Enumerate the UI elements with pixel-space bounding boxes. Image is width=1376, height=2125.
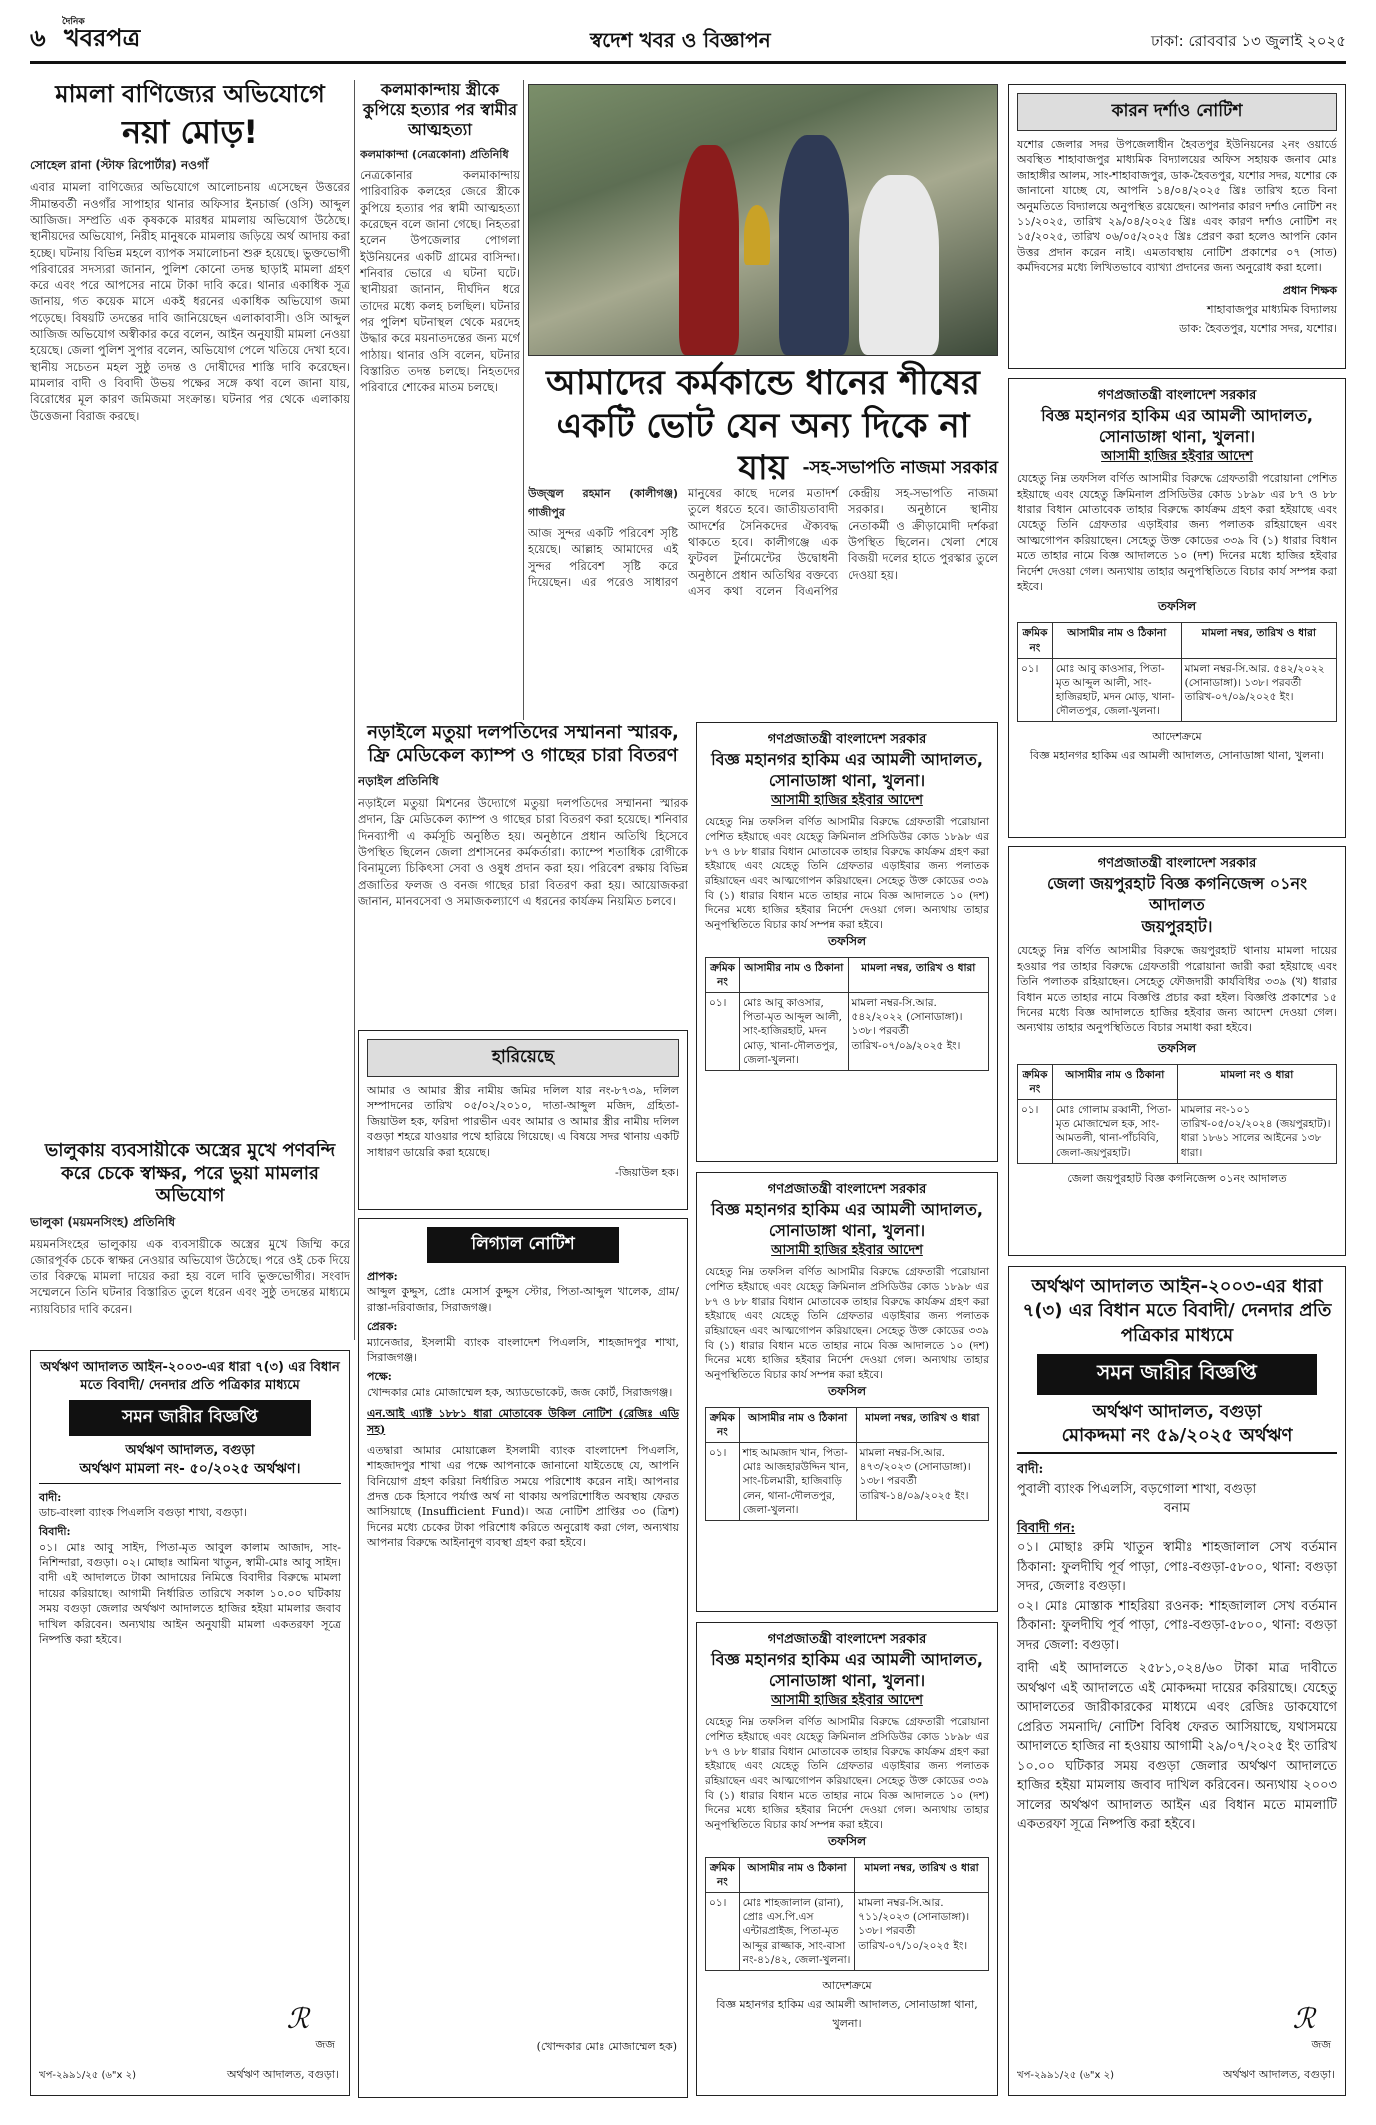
thana-name: সোনাডাঙ্গা থানা, খুলনা।	[768, 1221, 926, 1241]
notice-bar: সমন জারীর বিজ্ঞপ্তি	[69, 1400, 311, 1436]
warrant-notice	[696, 1172, 998, 1612]
govt-name: গণপ্রজাতন্ত্রী বাংলাদেশ সরকার	[767, 732, 927, 747]
col-header: ক্রমিক নং	[706, 1407, 740, 1442]
case-cell: মামলার নং-১০১ তারিখ-০৫/০২/২০২৪ (জয়পুরহাট)। ধারা ১৮৬১ সালের আইনের ১৩৮ ধারা।	[1177, 1100, 1336, 1164]
story-body: এবার মামলা বাণিজ্যের অভিযোগে আলোচনায় এসেছেন উত্তরের সীমান্তবর্তী নওগাঁর সাপাহার থানার অফিসার ইনচার্জ (ওসি) আব্দুল আজিজ। সম্প্রতি এক কৃষককে মারধর মামলায় অভিযোগ উঠেছে। স্থানীয়দের অভিযোগ, নিরীহ মানুষকে মামলায় জড়িয়ে অর্থ আদায় করা হচ্ছে। ঘটনায় বিভিন্ন মহলে ব্যাপক সমালোচনা শুরু হয়েছে। ভুক্তভোগী পরিবারের সদস্যরা জানান, পুলিশ কোনো তদন্ত ছাড়াই মামলা গ্রহণ করে এবং পরে আপসের নামে টাকা দাবি করে। থানার একাধিক সূত্র জানায়, গত কয়েক মাসে একই ধরনের একাধিক অভিযোগ জমা পড়েছে। বিষয়টি তদন্তের দাবি জানিয়েছেন এলাকাবাসী। ওসি আব্দুল আজিজ অভিযোগ অস্বীকার করে বলেন, আইন অনুযায়ী মামলা নেওয়া হয়েছে। জেলা পুলিশ সুপার বলেন, অভিযোগ পেলে খতিয়ে দেখা হবে। স্থানীয় সচেতন মহল সুষ্ঠু তদন্ত ও দোষীদের শাস্তি দাবি করেছেন। মামলার বাদী ও বিবাদী উভয় পক্ষের সঙ্গে কথা বলে জানা যায়, বিরোধের মূল কারণ জমিজমা সংক্রান্ত। ঘটনার পর থেকে এলাকায় উত্তেজনা বিরাজ করছে।	[30, 180, 350, 423]
story-body: ময়মনসিংহের ভালুকায় এক ব্যবসায়ীকে অস্ত্রের মুখে জিম্মি করে জোরপূর্বক চেকে স্বাক্ষর নেওয়ার অভিযোগ উঠেছে। পরে ওই চেক দিয়ে তার বিরুদ্ধে মামলা দায়ের করা হয় বলে দাবি ভুক্তভোগীর। সংবাদ সম্মেলনে তিনি ঘটনার বিস্তারিত তুলে ধরেন এবং সুষ্ঠু তদন্তের মাধ্যমে ন্যায়বিচার দাবি করেন।	[30, 1236, 350, 1316]
jaipurhat-notice	[1008, 846, 1346, 1256]
defendant-label: বিবাদী গন:	[1017, 1520, 1076, 1536]
order-title: আসামী হাজির হইবার আদেশ	[771, 1692, 923, 1708]
notice-body: আমার ও আমার স্ত্রীর নামীয় জমির দলিল যার নং-৮৭৩৯, দলিল সম্পাদনের তারিখ ০৫/০২/২০১০, দাতা-আব্দুল মজিদ, গ্রহিতা-জিয়াউল হক, ফরিদা পারভীন এবং আমার ও আমার স্ত্রীর নামীয় দলিল বগুড়া শহরে যাওয়ার পথে হারিয়ে গিয়েছে। এ বিষয়ে সদর থানায় একটি সাধারণ ডায়েরি করা হয়েছে।	[367, 1084, 679, 1159]
logo-tag: দৈনিক	[62, 17, 85, 27]
act-line: এন.আই এ্যাক্ট ১৮৮১ ধারা মোতাবেক উকিল নোটিশ (রেজিঃ এডি সহ)	[367, 1407, 679, 1436]
notice-title: হারিয়েছে	[367, 1039, 679, 1077]
story-byline: কলমাকান্দা (নেত্রকোনা) প্রতিনিধি	[360, 148, 509, 161]
col-header: ক্রমিক নং	[706, 957, 740, 992]
col-header: আসামীর নাম ও ঠিকানা	[1052, 623, 1181, 658]
story-body: আজ সুন্দর একটি পরিবেশ সৃষ্টি হয়েছে। আল্লাহ আমাদের এই সুন্দর পরিবেশ সৃষ্টি করে দিয়েছেন। এর পরেও সাধারণ মানুষের কাছে দলের মতাদর্শ তুলে ধরতে হবে। জাতীয়তাবাদী আদর্শের সৈনিকদের ঐক্যবদ্ধ থাকতে হবে। কালীগঞ্জে এক ফুটবল টুর্নামেন্টের উদ্বোধনী অনুষ্ঠানে প্রধান অতিথির বক্তব্যে এসব কথা বলেন বিএনপির কেন্দ্রীয় সহ-সভাপতি নাজমা সরকার। অনুষ্ঠানে স্থানীয় নেতাকর্মী ও ক্রীড়ামোদী দর্শকরা উপস্থিত ছিলেন। খেলা শেষে বিজয়ী দলের হাতে পুরস্কার তুলে দেওয়া হয়।	[528, 486, 998, 598]
story-body: নেত্রকোনার কলমাকান্দায় পারিবারিক কলহের জেরে স্ত্রীকে কুপিয়ে হত্যার পর স্বামী আত্মহত্যা করেছেন বলে জানা গেছে। নিহতরা হলেন উপজেলার পোগলা ইউনিয়নের একটি গ্রামের বাসিন্দা। শনিবার ভোরে এ ঘটনা ঘটে। স্থানীয়রা জানান, দীর্ঘদিন ধরে তাদের মধ্যে কলহ চলছিল। ঘটনার পর পুলিশ ঘটনাস্থল থেকে মরদেহ উদ্ধার করে ময়নাতদন্তের জন্য মর্গে পাঠায়। থানার ওসি বলেন, ঘটনার বিস্তারিত তদন্ত চলছে। নিহতদের পরিবারে শোকের মাতম চলছে।	[360, 168, 520, 395]
serial-cell: ০১।	[706, 993, 740, 1071]
warrant-notice	[1008, 378, 1346, 838]
story-bhaluka	[30, 1140, 350, 1340]
schedule-table	[705, 1857, 989, 1971]
masthead	[30, 14, 1346, 64]
court-name: জেলা জয়পুরহাট বিজ্ঞ কগনিজেন্স ০১নং আদালত	[1047, 873, 1307, 915]
schedule-table	[1017, 622, 1337, 722]
order-label: আদেশক্রমে	[822, 1978, 872, 1992]
notice-title: কারন দর্শাও নোটিশ	[1017, 93, 1337, 131]
court-name: বিজ্ঞ মহানগর হাকিম এর আমলী আদালত,	[1041, 405, 1313, 425]
notice-body: এতদ্বারা আমার মোয়াক্কেল ইসলামী ব্যাংক বাংলাদেশ পিএলসি, শাহজাদপুর শাখা এর পক্ষে আপনাকে জানানো যাইতেছে যে, আপনি বিনিয়োগ গ্রহণ করিয়া নির্ধারিত সময়ে পরিশোধ করেন নাই। আপনার প্রদত্ত চেক হিসাবে পর্যাপ্ত অর্থ না থাকায় অপরিশোধিত অবস্থায় ফেরত আসিয়াছে (Insufficient Fund)। অত্র নোটিশ প্রাপ্তির ৩০ (ত্রিশ) দিনের মধ্যে চেকের টাকা পরিশোধ করিতে অনুরোধ করা গেল, অন্যথায় আপনার বিরুদ্ধে আইনানুগ ব্যবস্থা গ্রহণ করা হইবে।	[367, 1443, 679, 1550]
col-header: ক্রমিক নং	[706, 1857, 740, 1892]
person-figure	[859, 175, 939, 355]
accused-cell: মোঃ গোলাম রব্বানী, পিতা-মৃত মোজাম্মেল হক, সাং-আমতলী, থানা-পাঁচবিবি, জেলা-জয়পুরহাট।	[1052, 1100, 1177, 1164]
case-number: মোকদ্দমা নং ৫৯/২০২৫ অর্থঋণ	[1017, 1424, 1337, 1454]
notice-body: যেহেতু নিম্ন বর্ণিত আসামীর বিরুদ্ধে জয়পুরহাট থানায় মামলা দায়ের হওয়ার পর তাহার বিরুদ্ধে গ্রেফতারী পরোয়ানা জারী করা হইয়াছে এবং তিনি পলাতক রহিয়াছেন। সেহেতু ফৌজদারী কার্যবিধির ৩৩৯ (খ) ধারার বিধান মতে তাহার নামে বিজ্ঞপ্তি প্রচার করা হইল। বিজ্ঞপ্তি প্রকাশের ১৫ দিনের মধ্যে বিজ্ঞ আদালতে হাজির হইবার জন্য আদেশ দেওয়া গেল। অন্যথায় তাহার অনুপস্থিতিতে বিচার সমাধা করা হইবে।	[1017, 944, 1337, 1035]
order-title: আসামী হাজির হইবার আদেশ	[1101, 448, 1253, 464]
summons-notice-right	[1008, 1266, 1346, 2096]
defendant-2: ০২। মোঃ মোস্তাক শাহরিয়া রওনক: শাহজালাল সেখ বর্তমান ঠিকানা: ফুলদীঘি পূর্ব পাড়া, পোঃ-বগুড়া-৫৮০০, থানা: বগুড়া সদর জেলা: বগুড়া।	[1017, 1598, 1337, 1653]
notice-body: যেহেতু নিম্ন তফসিল বর্ণিত আসামীর বিরুদ্ধে গ্রেফতারী পরোয়ানা পেশিত হইয়াছে এবং যেহেতু ক্রিমিনাল প্রসিডিউর কোড ১৮৯৮ এর ৮৭ ও ৮৮ ধারার বিধান মোতাবেক তাহার বিরুদ্ধে কার্যক্রম গ্রহণ করা হইয়াছে এবং যেহেতু তিনি গ্রেফতার এড়াইবার জন্য পলাতক রহিয়াছেন এবং আত্মগোপন করিয়াছেন। সেহেতু উক্ত কোডের ৩৩৯ বি (১) ধারার বিধান মতে তাহার নামে বিজ্ঞ আদালতে ১০ (দশ) দিনের মধ্যে হাজির হইবার নির্দেশ দেওয়া গেল। অন্যথায় তাহার অনুপস্থিতিতে বিচার কার্য সম্পন্ন করা হইবে।	[1017, 472, 1337, 594]
govt-name: গণপ্রজাতন্ত্রী বাংলাদেশ সরকার	[767, 1632, 927, 1647]
to-address: আব্দুল কুদ্দুস, প্রোঃ মেসার্স কুদ্দুস স্টোর, পিতা-আব্দুল খালেক, গ্রাম/রাস্তা-দরিবাজার, সিরাজগঞ্জ।	[367, 1285, 679, 1314]
schedule-title: তফসিল	[1157, 599, 1197, 614]
table-row	[706, 993, 989, 1071]
notice-body: যেহেতু নিম্ন তফসিল বর্ণিত আসামীর বিরুদ্ধে গ্রেফতারী পরোয়ানা পেশিত হইয়াছে এবং যেহেতু ক্রিমিনাল প্রসিডিউর কোড ১৮৯৮ এর ৮৭ ও ৮৮ ধারার বিধান মোতাবেক তাহার বিরুদ্ধে কার্যক্রম গ্রহণ করা হইয়াছে এবং যেহেতু তিনি গ্রেফতার এড়াইবার জন্য পলাতক রহিয়াছেন এবং আত্মগোপন করিয়াছেন। সেহেতু উক্ত কোডের ৩৩৯ বি (১) ধারার বিধান মতে তাহার নামে বিজ্ঞ আদালতে ১০ (দশ) দিনের মধ্যে হাজির হইবার নির্দেশ দেওয়া গেল। অন্যথায় তাহার অনুপস্থিতিতে বিচার কার্য সম্পন্ন করা হইবে।	[705, 1716, 989, 1832]
thana-name: সোনাডাঙ্গা থানা, খুলনা।	[1098, 427, 1256, 447]
schedule-title: তফসিল	[827, 1383, 867, 1398]
plaintiff: ডাচ-বাংলা ব্যাংক পিএলসি বগুড়া শাখা, বগুড়া।	[39, 1505, 247, 1519]
sign-org: শাহাবাজপুর মাধ্যমিক বিদ্যালয়	[1206, 302, 1337, 316]
sign-address: ডাক: হৈবতপুর, যশোর সদর, যশোর।	[1179, 321, 1337, 335]
ad-code: খপ-২৯৯১/২৫ (৬"x ২)	[39, 2070, 136, 2081]
story-byline: সোহেল রানা (স্টাফ রিপোর্টার) নওগাঁ	[30, 158, 209, 173]
court-name: বিজ্ঞ মহানগর হাকিম এর আমলী আদালত,	[711, 1649, 983, 1669]
order-sign: বিজ্ঞ মহানগর হাকিম এর আমলী আদালত, সোনাডাঙ্গা থানা, খুলনা।	[716, 1997, 978, 2030]
case-cell: মামলা নম্বর-সি.আর. ৭১১/২০২৩ (সোনাডাঙ্গা)। ১৩৮। পরবর্তী তারিখ-০৭/১০/২০২৫ ইং।	[855, 1893, 989, 1971]
story-narail	[358, 722, 688, 1022]
event-photo	[528, 84, 998, 356]
story-headline: কলমাকান্দায় স্ত্রীকে কুপিয়ে হত্যার পর স্বামীর আত্মহত্যা	[363, 80, 517, 139]
story-headline-2: নয়া মোড়!	[122, 112, 258, 151]
judge-label: জজ	[1311, 2038, 1331, 2051]
table-row	[1018, 658, 1337, 722]
schedule-title: তফসিল	[827, 1833, 867, 1848]
col-header: মামলা নম্বর, তারিখ ও ধারা	[855, 1857, 989, 1892]
order-sign: জেলা জয়পুরহাট বিজ্ঞ কগনিজেন্স ০১নং আদালত	[1067, 1171, 1287, 1185]
order-sign: বিজ্ঞ মহানগর হাকিম এর আমলী আদালত, সোনাডাঙ্গা থানা, খুলনা।	[1029, 749, 1325, 763]
story-headline: নড়াইলে মতুয়া দলপতিদের সম্মাননা স্মারক, ফ্রি মেডিকেল ক্যাম্প ও গাছের চারা বিতরণ	[367, 722, 679, 766]
person-figure	[779, 135, 849, 355]
thana-name: সোনাডাঙ্গা থানা, খুলনা।	[768, 1671, 926, 1691]
newspaper-logo	[30, 17, 141, 60]
from-address: ম্যানেজার, ইসলামী ব্যাংক বাংলাদেশ পিএলসি, শাহজাদপুর শাখা, সিরাজগঞ্জ।	[367, 1335, 679, 1364]
thana-name: সোনাডাঙ্গা থানা, খুলনা।	[768, 771, 926, 791]
story-kolmakanda	[360, 80, 520, 680]
case-cell: মামলা নম্বর-সি.আর. ৪৭৩/২০২৩ (সোনাডাঙ্গা)। ১৩৮। পরবর্তী তারিখ-১৪/০৯/২০২৫ ইং।	[856, 1443, 988, 1521]
schedule-title: তফসিল	[827, 933, 867, 948]
court-name: অর্থঋণ আদালত, বগুড়া	[125, 1443, 255, 1459]
table-row	[706, 1443, 989, 1521]
col-header: আসামীর নাম ও ঠিকানা	[739, 1857, 855, 1892]
col-header: আসামীর নাম ও ঠিকানা	[739, 1407, 856, 1442]
story-mamla	[30, 80, 350, 700]
sign-title: প্রধান শিক্ষক	[1282, 283, 1337, 297]
story-headline: মামলা বাণিজ্যের অভিযোগে	[55, 80, 325, 108]
notice-body: ০১। মোঃ আবু সাইদ, পিতা-মৃত আবুল কালাম আজাদ, সাং-নিশিন্দারা, বগুড়া। ০২। মোছাঃ আমিনা খাতুন, স্বামী-মোঃ আবু সাইদ। বাদী এই আদালতে টাকা আদায়ের নিমিত্তে বিবাদীর বিরুদ্ধে মামলা দায়ের করিয়াছে। আগামী নির্ধারিত তারিখে সকাল ১০.০০ ঘটিকায় সময় বগুড়া জেলার অর্থঋণ আদালতে হাজির হইয়া মামলার জবাব দাখিল করিবেন। অন্যথায় আইন অনুযায়ী মামলা একতরফা সূত্রে নিষ্পত্তি করা হইবে।	[39, 1540, 341, 1647]
court-sign: অর্থঋণ আদালত, বগুড়া।	[1223, 2068, 1335, 2081]
summons-notice-left	[30, 1350, 350, 2096]
plaintiff-label: বাদী:	[39, 1490, 62, 1504]
serial-cell: ০১।	[1018, 658, 1053, 722]
govt-name: গণপ্রজাতন্ত্রী বাংলাদেশ সরকার	[1097, 856, 1257, 871]
legal-notice	[358, 1218, 688, 2098]
notice-body: যেহেতু নিম্ন তফসিল বর্ণিত আসামীর বিরুদ্ধে গ্রেফতারী পরোয়ানা পেশিত হইয়াছে এবং যেহেতু ক্রিমিনাল প্রসিডিউর কোড ১৮৯৮ এর ৮৭ ও ৮৮ ধারার বিধান মোতাবেক তাহার বিরুদ্ধে কার্যক্রম গ্রহণ করা হইয়াছে এবং যেহেতু তিনি গ্রেফতার এড়াইবার জন্য পলাতক রহিয়াছেন এবং আত্মগোপন করিয়াছেন। সেহেতু উক্ত কোডের ৩৩৯ বি (১) ধারার বিধান মতে তাহার নামে বিজ্ঞ আদালতে ১০ (দশ) দিনের মধ্যে হাজির হইবার নির্দেশ দেওয়া গেল। অন্যথায় তাহার অনুপস্থিতিতে বিচার কার্য সম্পন্ন করা হইবে।	[705, 816, 989, 932]
versus: বনাম	[1164, 1501, 1190, 1517]
section-title: স্বদেশ খবর ও বিজ্ঞাপন	[590, 28, 771, 52]
via-label: পক্ষে:	[367, 1370, 392, 1384]
notice-signer: (খোন্দকার মোঃ মোজাম্মেল হক)	[536, 2040, 677, 2053]
notice-signer: -জিয়াউল হক।	[614, 1165, 679, 1179]
accused-cell: মোঃ শাহজালাল (রানা), প্রোঃ এস.পি.এস এন্টারপ্রাইজ, পিতা-মৃত আব্দুর রাজ্জাক, সাং-বাসা নং-৪১/৪২, জেলা-খুলনা।	[739, 1893, 855, 1971]
page-number: ৬	[30, 24, 46, 52]
story-byline: ভালুকা (ময়মনসিংহ) প্রতিনিধি	[30, 1214, 176, 1229]
dateline: ঢাকা: রোববার ১৩ জুলাই ২০২৫	[1150, 32, 1346, 50]
court-name: বিজ্ঞ মহানগর হাকিম এর আমলী আদালত,	[711, 1199, 983, 1219]
defendant-label: বিবাদী:	[39, 1525, 71, 1539]
col-header: আসামীর নাম ও ঠিকানা	[740, 957, 848, 992]
order-title: আসামী হাজির হইবার আদেশ	[771, 792, 923, 808]
col-header: মামলা নম্বর, তারিখ ও ধারা	[856, 1407, 988, 1442]
table-row	[706, 1893, 989, 1971]
ad-code: খপ-২৯৯১/২৫ (৬"x ২)	[1017, 2070, 1114, 2081]
notice-title: লিগ্যাল নোটিশ	[427, 1227, 619, 1263]
accused-cell: শাহ আমজাদ খান, পিতা-মোঃ আজহারউদ্দিন খান, সাং-চিলমারী, হাজিবাড়ি লেন, থানা-দৌলতপুর, জেলা-খুলনা।	[739, 1443, 856, 1521]
schedule-title: তফসিল	[1157, 1040, 1197, 1055]
defendant-1: ০১। মোছাঃ রুমি খাতুন স্বামীঃ শাহজালাল সেখ বর্তমান ঠিকানা: ফুলদীঘি পূর্ব পাড়া, পোঃ-বগুড়া-৫৮০০, থানা: বগুড়া সদর, জেলাঃ বগুড়া।	[1017, 1540, 1337, 1595]
quote-headline: আমাদের কর্মকান্ডে ধানের শীষের একটি ভোট যেন অন্য দিকে না যায়	[546, 363, 980, 488]
case-cell: মামলা নম্বর-সি.আর. ৫৪২/২০২২ (সোনাডাঙ্গা)। ১৩৮। পরবর্তী তারিখ-০৭/০৯/২০২৫ ইং।	[1181, 658, 1336, 722]
col-header: ক্রমিক নং	[1018, 1064, 1053, 1099]
case-number: অর্থঋণ মামলা নং- ৫০/২০২৫ অর্থঋণ।	[39, 1460, 341, 1484]
court-sign: অর্থঋণ আদালত, বগুড়া।	[227, 2068, 339, 2081]
plaintiff-label: বাদী:	[1017, 1462, 1044, 1478]
col-header: মামলা নম্বর, তারিখ ও ধারা	[848, 957, 988, 992]
judge-signature: ℛ	[1292, 2002, 1315, 2035]
table-row	[1018, 1100, 1337, 1164]
notice-body: বাদী এই আদালতে ২৫৮১,০২৪/৬০ টাকা মাত্র দাবীতে অর্থঋণ এই আদালতে এই মোকদ্দমা দায়ের করিয়াছে। যেহেতু আদালতের জারীকারকের মাধ্যমে এবং রেজিঃ ডাকযোগে প্রেরিত সমনাদি/ নোটিশ বিবিধ ফেরত আসিয়াছে, যথাসময়ে আদালতে হাজির না হওয়ায় আগামী ২৯/০৭/২০২৫ ইং তারিখ ১০.০০ ঘটিকার সময় বগুড়া জেলার অর্থঋণ আদালতে হাজির হইয়া মামলায় জবাব দাখিল করিবেন। অন্যথায় ২০০৩ সালের অর্থঋণ আদালত আইন এর বিধান মতে মামলাটি একতরফা সূত্রে নিষ্পত্তি করা হইবে।	[1017, 1661, 1337, 1833]
schedule-table	[705, 1407, 989, 1521]
column-rule	[354, 80, 355, 1340]
notice-bar: সমন জারীর বিজ্ঞপ্তি	[1037, 1354, 1317, 1395]
missing-notice	[358, 1030, 688, 1210]
story-byline: উজ্জ্বল রহমান (কালীগঞ্জ) গাজীপুর	[528, 487, 678, 519]
notice-body: যেহেতু নিম্ন তফসিল বর্ণিত আসামীর বিরুদ্ধে গ্রেফতারী পরোয়ানা পেশিত হইয়াছে এবং যেহেতু ক্রিমিনাল প্রসিডিউর কোড ১৮৯৮ এর ৮৭ ও ৮৮ ধারার বিধান মোতাবেক তাহার বিরুদ্ধে কার্যক্রম গ্রহণ করা হইয়াছে এবং যেহেতু তিনি গ্রেফতার এড়াইবার জন্য পলাতক রহিয়াছেন এবং আত্মগোপন করিয়াছেন। সেহেতু উক্ত কোডের ৩৩৯ বি (১) ধারার বিধান মতে তাহার নামে বিজ্ঞ আদালতে ১০ (দশ) দিনের মধ্যে হাজির হইবার নির্দেশ দেওয়া গেল। অন্যথায় তাহার অনুপস্থিতিতে বিচার কার্য সম্পন্ন করা হইবে।	[705, 1266, 989, 1382]
story-body: নড়াইলে মতুয়া মিশনের উদ্যোগে মতুয়া দলপতিদের সম্মাননা স্মারক প্রদান, ফ্রি মেডিকেল ক্যাম্প ও গাছের চারা বিতরণ করা হয়েছে। শনিবার দিনব্যাপী এ কর্মসূচি অনুষ্ঠিত হয়। অনুষ্ঠানে প্রধান অতিথি হিসেবে উপস্থিত ছিলেন জেলা প্রশাসনের কর্মকর্তারা। ক্যাম্পে শতাধিক রোগীকে বিনামূল্যে চিকিৎসা সেবা ও ওষুধ প্রদান করা হয়। পরিবেশ রক্ষায় বিভিন্ন প্রজাতির ফলজ ও বনজ গাছের চারা বিতরণ করা হয়। আয়োজকরা জানান, মানবসেবা ও সমাজকল্যাণে এ ধরনের কার্যক্রম নিয়মিত চলবে।	[358, 796, 688, 908]
notice-intro: অর্থঋণ আদালত আইন-২০০৩-এর ধারা ৭(৩) এর বিধান মতে বিবাদী/ দেনদার প্রতি পত্রিকার মাধ্যমে	[1022, 1276, 1332, 1346]
col-header: মামলা নং ও ধারা	[1177, 1064, 1336, 1099]
logo-text: খবরপত্র	[63, 24, 141, 52]
order-title: আসামী হাজির হইবার আদেশ	[771, 1242, 923, 1258]
story-byline: নড়াইল প্রতিনিধি	[358, 774, 439, 788]
warrant-notice	[696, 1622, 998, 2096]
notice-intro: অর্থঋণ আদালত আইন-২০০৩-এর ধারা ৭(৩) এর বিধান মতে বিবাদী/ দেনদার প্রতি পত্রিকার মাধ্যমে	[40, 1360, 340, 1393]
case-cell: মামলা নম্বর-সি.আর. ৫৪২/২০২২ (সোনাডাঙ্গা)। ১৩৮। পরবর্তী তারিখ-০৭/০৯/২০২৫ ইং।	[848, 993, 988, 1071]
order-label: আদেশক্রমে	[1152, 730, 1202, 744]
plaintiff: পুবালী ব্যাংক পিএলসি, বড়গোলা শাখা, বগুড়া	[1017, 1481, 1257, 1497]
schedule-table	[705, 957, 989, 1071]
accused-cell: মোঃ আবু কাওসার, পিতা-মৃত আব্দুল আলী, সাং-হাজিরহাট, মদন মোড়, খানা-দৌলতপুর, জেলা-খুলনা।	[740, 993, 848, 1071]
warrant-notice	[696, 722, 998, 1162]
col-header: মামলা নম্বর, তারিখ ও ধারা	[1181, 623, 1336, 658]
notice-body: যশোর জেলার সদর উপজেলাধীন হৈবতপুর ইউনিয়নের ২নং ওয়ার্ডে অবস্থিত শাহাবাজপুর মাধ্যমিক বিদ্যালয়ের অফিস সহায়ক জনাব মোঃ জাহাঙ্গীর আলম, সাং-শাহাবাজপুর, ডাক-হৈবতপুর, যশোর সদর, যশোর কে জানানো যাচ্ছে যে, আপনি ১৪/০৪/২০২৫ খ্রিঃ তারিখ হতে বিনা অনুমতিতে বিদ্যালয়ে অনুপস্থিত রয়েছেন। আপনার কারণ দর্শাও নোটিশ নং ১১/২০২৫, তারিখ ২৯/০৪/২০২৫ খ্রিঃ এবং কারণ দর্শাও নোটিশ নং ১৫/২০২৫, তারিখ ০৬/০৫/২০২৫ খ্রিঃ প্রেরণ করা হলেও আপনি কোন উত্তর প্রদান করেন নাই। এমতাবস্থায় নোটিশ প্রকাশের ০৭ (সাত) কর্মদিবসের মধ্যে লিখিতভাবে ব্যাখ্যা প্রদানের জন্য অনুরোধ করা হলো।	[1017, 138, 1337, 275]
govt-name: গণপ্রজাতন্ত্রী বাংলাদেশ সরকার	[767, 1182, 927, 1197]
city-name: জয়পুরহাট।	[1141, 916, 1213, 936]
column-rule	[523, 80, 524, 720]
serial-cell: ০১।	[706, 1893, 740, 1971]
govt-name: গণপ্রজাতন্ত্রী বাংলাদেশ সরকার	[1097, 388, 1257, 403]
via-address: খোন্দকার মোঃ মোজাম্মেল হক, অ্যাডভোকেট, জজ কোর্ট, সিরাজগঞ্জ।	[367, 1385, 673, 1399]
trophy-icon	[744, 205, 770, 265]
judge-signature: ℛ	[286, 2002, 309, 2035]
court-name: অর্থঋণ আদালত, বগুড়া	[1092, 1401, 1262, 1422]
col-header: আসামীর নাম ও ঠিকানা	[1052, 1064, 1177, 1099]
serial-cell: ০১।	[706, 1443, 740, 1521]
quote-speaker: -সহ-সভাপতি নাজমা সরকার	[802, 458, 998, 478]
serial-cell: ০১।	[1018, 1100, 1053, 1164]
accused-cell: মোঃ আবু কাওসার, পিতা-মৃত আব্দুল আলী, সাং-হাজিরহাট, মদন মোড়, খানা-দৌলতপুর, জেলা-খুলনা।	[1052, 658, 1181, 722]
photo-story-body	[528, 485, 998, 715]
show-cause-notice	[1008, 84, 1346, 369]
court-name: বিজ্ঞ মহানগর হাকিম এর আমলী আদালত,	[711, 749, 983, 769]
story-headline: ভালুকায় ব্যবসায়ীকে অস্ত্রের মুখে পণবন্দি করে চেকে স্বাক্ষর, পরে ভুয়া মামলার অভিযোগ	[44, 1140, 336, 1206]
judge-label: জজ	[315, 2038, 335, 2051]
person-figure	[679, 145, 739, 355]
col-header: ক্রমিক নং	[1018, 623, 1053, 658]
schedule-table	[1017, 1064, 1337, 1164]
to-label: প্রাপক:	[367, 1270, 398, 1283]
from-label: প্রেরক:	[367, 1320, 398, 1334]
